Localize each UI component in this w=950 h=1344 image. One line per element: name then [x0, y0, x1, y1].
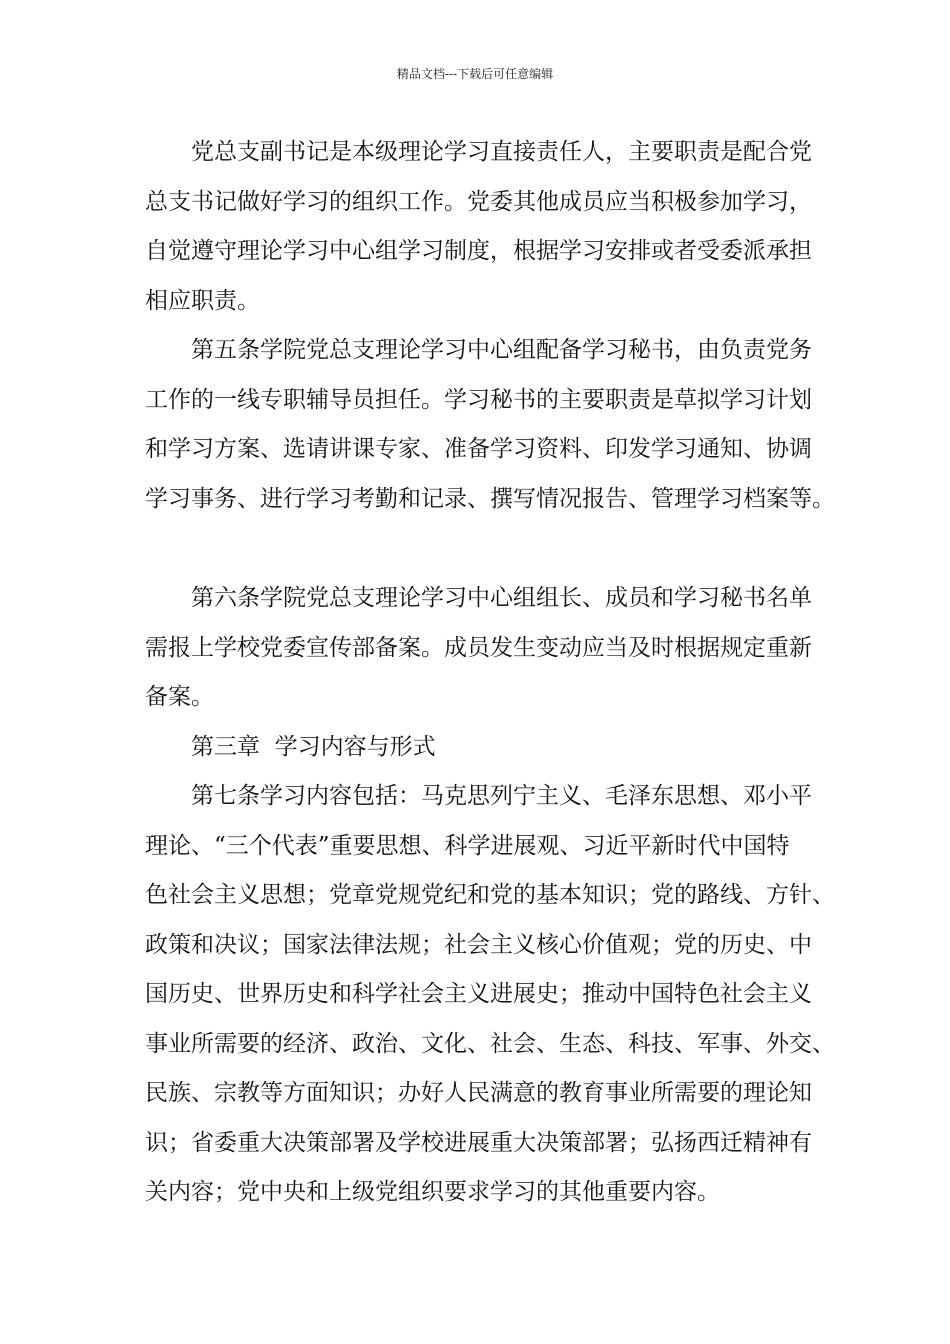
page-header: 精品文档---下载后可任意编辑 [396, 67, 554, 81]
text-line: 政策和决议；国家法律法规；社会主义核心价值观；党的历史、中 [145, 931, 812, 958]
text-line: 自觉遵守理论学习中心组学习制度，根据学习安排或者受委派承担 [145, 238, 812, 264]
text-line: 关内容；党中央和上级党组织要求学习的其他重要内容。 [145, 1179, 720, 1205]
text-line: 第六条学院党总支理论学习中心组组长、成员和学习秘书名单 [191, 585, 812, 611]
chapter-title: 第三章 学习内容与形式 [191, 733, 436, 760]
paragraph-deputy-secretary [145, 128, 820, 326]
text-line: 第七条学习内容包括：马克思列宁主义、毛泽东思想、邓小平 [191, 783, 812, 809]
paragraph-spacer [145, 524, 820, 574]
paragraph-article-6 [145, 574, 820, 723]
text-line: 色社会主义思想；党章党规党纪和党的基本知识；党的路线、方针、 [145, 882, 835, 908]
text-line: 党总支副书记是本级理论学习直接责任人，主要职责是配合党 [191, 139, 812, 165]
text-line: 识；省委重大决策部署及学校进展重大决策部署；弘扬西迁精神有 [145, 1129, 812, 1156]
text-line: 国历史、世界历史和科学社会主义进展史；推动中国特色社会主义 [145, 981, 812, 1007]
text-line: 需报上学校党委宣传部备案。成员发生变动应当及时根据规定重新 [145, 634, 812, 661]
text-line: 备案。 [145, 684, 214, 710]
text-line: 总支书记做好学习的组织工作。党委其他成员应当积极参加学习， [145, 188, 812, 215]
text-line: 第五条学院党总支理论学习中心组配备学习秘书，由负责党务 [191, 337, 812, 363]
text-line: 学习事务、进行学习考勤和记录、撰写情况报告、管理学习档案等。 [145, 485, 835, 512]
text-line: 相应职责。 [145, 287, 260, 314]
text-line: 事业所需要的经济、政治、文化、社会、生态、科技、军事、外交、 [145, 1030, 835, 1057]
text-line: 工作的一线专职辅导员担任。学习秘书的主要职责是草拟学习计划 [145, 386, 812, 413]
paragraph-article-7 [145, 772, 835, 1218]
text-line: 民族、宗教等方面知识；办好人民满意的教育事业所需要的理论知 [145, 1080, 812, 1106]
text-line: 和学习方案、选请讲课专家、准备学习资料、印发学习通知、协调 [145, 436, 812, 462]
paragraph-article-5 [145, 326, 835, 524]
chapter-heading [145, 723, 820, 773]
document-body [145, 128, 835, 1218]
text-line: 理论、“三个代表”重要思想、科学进展观、习近平新时代中国特 [145, 832, 790, 859]
